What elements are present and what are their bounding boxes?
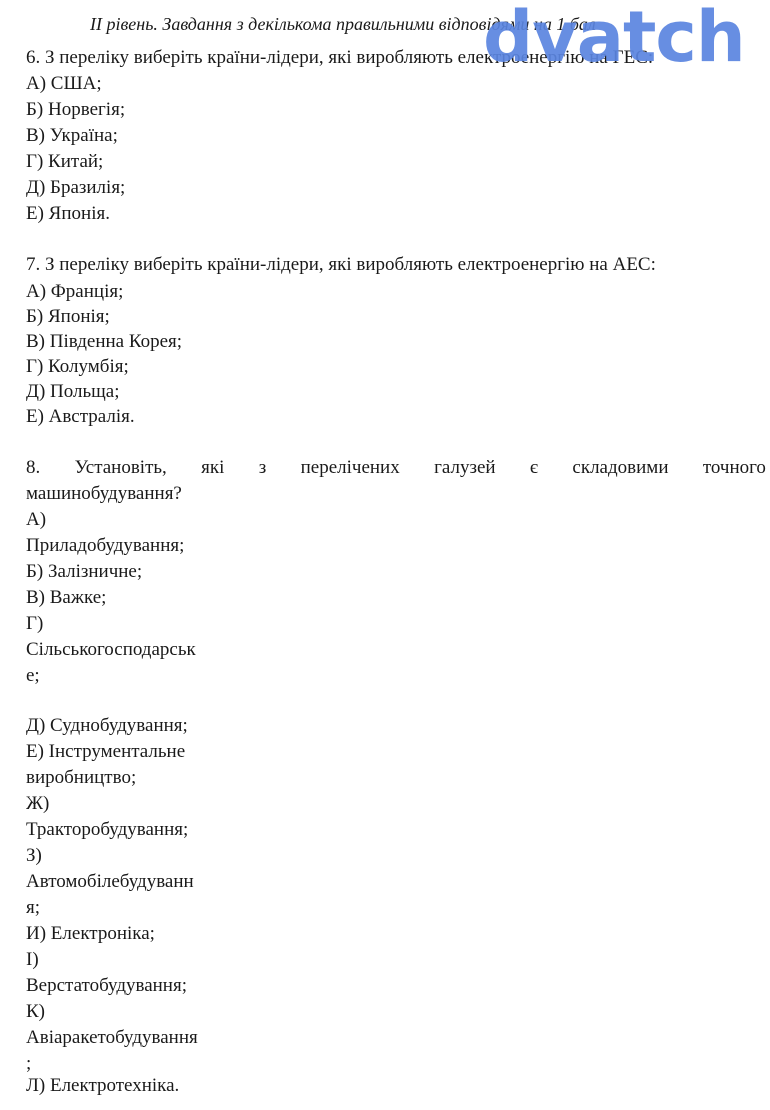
question-8 [26, 456, 766, 480]
q6-option: Д) Бразилія; [26, 177, 126, 198]
q7-option: Д) Польща; [26, 381, 120, 402]
q8-option: З) [26, 845, 42, 866]
q7-option: А) Франція; [26, 281, 124, 302]
q8-option: Автомобілебудуванн [26, 871, 194, 892]
q8-option: я; [26, 897, 41, 918]
q8-word: 8. [26, 457, 41, 478]
q7-option: Г) Колумбія; [26, 356, 129, 377]
q8-word: Установіть, [74, 457, 167, 478]
q8-word: галузей [434, 457, 496, 478]
q8-option: Е) Інструментальне [26, 741, 186, 762]
section-header: II рівень. Завдання з декількома правильними відповідями на 1 бал [90, 14, 596, 34]
question-8-continued: машинобудування? [26, 483, 182, 504]
q6-option: В) Україна; [26, 125, 118, 146]
question-6: 6. З переліку виберіть країни-лідери, які виробляють електроенергію на ГЕС: [26, 47, 654, 68]
watermark-logo: dvatch [483, 0, 745, 78]
q8-option: Верстатобудування; [26, 975, 187, 996]
q8-option: Г) [26, 613, 44, 634]
q8-word: є [529, 457, 539, 478]
q8-option: В) Важке; [26, 587, 107, 608]
q8-word: які [201, 457, 225, 478]
q8-word: складовими [572, 457, 669, 478]
q6-option: Г) Китай; [26, 151, 104, 172]
q8-option: А) [26, 509, 47, 530]
q8-option: Л) Електротехніка. [26, 1075, 180, 1096]
q7-option: Е) Австралія. [26, 406, 135, 427]
q8-option: Б) Залізничне; [26, 561, 143, 582]
q8-word: перелічених [300, 457, 400, 478]
q8-option: ; [26, 1053, 32, 1074]
q7-option: Б) Японія; [26, 306, 110, 327]
q6-option: Е) Японія. [26, 203, 110, 224]
q8-option: Д) Суднобудування; [26, 715, 188, 736]
q8-option: Сільськогосподарськ [26, 639, 196, 660]
q6-option: А) США; [26, 73, 102, 94]
q7-option: В) Південна Корея; [26, 331, 183, 352]
q8-option: К) [26, 1001, 45, 1022]
q8-option: Авіаракетобудування [26, 1027, 198, 1048]
q8-option: И) Електроніка; [26, 923, 155, 944]
q8-word: з [258, 457, 267, 478]
q8-option: Ж) [26, 793, 50, 814]
q8-option: І) [26, 949, 39, 970]
question-7: 7. З переліку виберіть країни-лідери, які виробляють електроенергію на АЕС: [26, 254, 656, 275]
q8-option: Тракторобудування; [26, 819, 189, 840]
q6-option: Б) Норвегія; [26, 99, 126, 120]
q8-word: точного [702, 457, 766, 478]
q8-option: Приладобудування; [26, 535, 185, 556]
q8-option: виробництво; [26, 767, 137, 788]
q8-option: е; [26, 665, 40, 686]
